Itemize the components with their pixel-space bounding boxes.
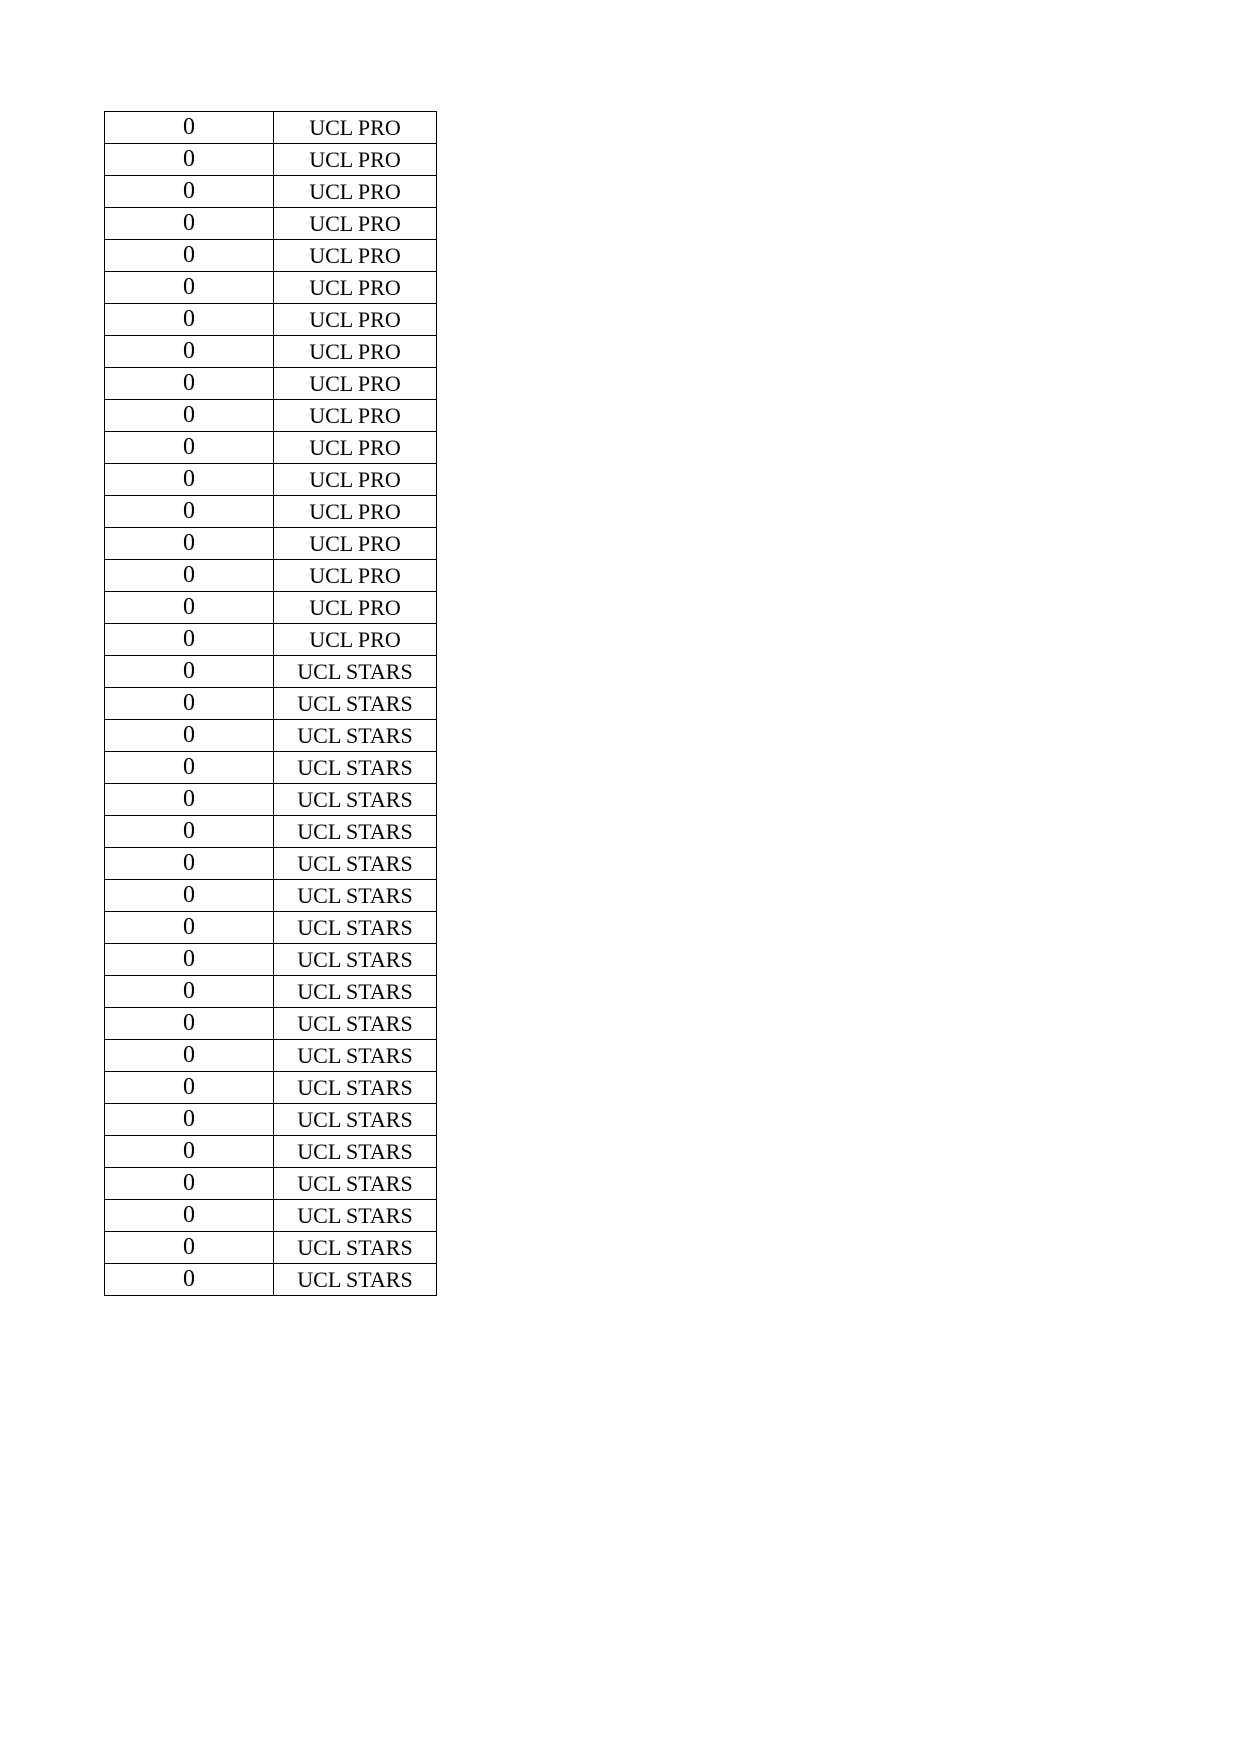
table-row: [105, 560, 437, 592]
label-cell: UCL STARS: [274, 944, 437, 976]
label-cell: UCL STARS: [274, 816, 437, 848]
table-row: [105, 176, 437, 208]
label-cell: UCL PRO: [274, 432, 437, 464]
label-cell: UCL STARS: [274, 1136, 437, 1168]
table-row: [105, 144, 437, 176]
table-row: [105, 944, 437, 976]
label-cell: UCL PRO: [274, 400, 437, 432]
value-cell: 0: [105, 336, 274, 368]
table-row: [105, 1200, 437, 1232]
data-table: [104, 111, 437, 1296]
label-cell: UCL STARS: [274, 880, 437, 912]
table-row: [105, 1072, 437, 1104]
label-cell: UCL PRO: [274, 592, 437, 624]
label-cell: UCL PRO: [274, 336, 437, 368]
label-cell: UCL STARS: [274, 1168, 437, 1200]
label-cell: UCL STARS: [274, 1040, 437, 1072]
label-cell: UCL STARS: [274, 688, 437, 720]
value-cell: 0: [105, 400, 274, 432]
table-row: [105, 336, 437, 368]
table-row: [105, 624, 437, 656]
value-cell: 0: [105, 176, 274, 208]
table-row: [105, 1232, 437, 1264]
label-cell: UCL STARS: [274, 1264, 437, 1296]
label-cell: UCL STARS: [274, 848, 437, 880]
value-cell: 0: [105, 368, 274, 400]
table-row: [105, 496, 437, 528]
value-cell: 0: [105, 560, 274, 592]
label-cell: UCL STARS: [274, 976, 437, 1008]
value-cell: 0: [105, 1264, 274, 1296]
value-cell: 0: [105, 208, 274, 240]
table-row: [105, 400, 437, 432]
table-row: [105, 1168, 437, 1200]
table-row: [105, 112, 437, 144]
value-cell: 0: [105, 1200, 274, 1232]
table-row: [105, 752, 437, 784]
table-row: [105, 784, 437, 816]
label-cell: UCL STARS: [274, 720, 437, 752]
table-row: [105, 848, 437, 880]
value-cell: 0: [105, 848, 274, 880]
table-row: [105, 816, 437, 848]
value-cell: 0: [105, 592, 274, 624]
value-cell: 0: [105, 432, 274, 464]
value-cell: 0: [105, 240, 274, 272]
value-cell: 0: [105, 112, 274, 144]
value-cell: 0: [105, 1040, 274, 1072]
label-cell: UCL STARS: [274, 912, 437, 944]
table-row: [105, 912, 437, 944]
label-cell: UCL PRO: [274, 368, 437, 400]
table-row: [105, 1040, 437, 1072]
table-row: [105, 304, 437, 336]
table-row: [105, 976, 437, 1008]
label-cell: UCL STARS: [274, 752, 437, 784]
value-cell: 0: [105, 304, 274, 336]
label-cell: UCL PRO: [274, 304, 437, 336]
value-cell: 0: [105, 720, 274, 752]
label-cell: UCL STARS: [274, 1072, 437, 1104]
label-cell: UCL PRO: [274, 560, 437, 592]
value-cell: 0: [105, 816, 274, 848]
value-cell: 0: [105, 1008, 274, 1040]
table-row: [105, 208, 437, 240]
table-row: [105, 592, 437, 624]
label-cell: UCL PRO: [274, 272, 437, 304]
value-cell: 0: [105, 656, 274, 688]
value-cell: 0: [105, 1232, 274, 1264]
label-cell: UCL STARS: [274, 1200, 437, 1232]
label-cell: UCL PRO: [274, 208, 437, 240]
value-cell: 0: [105, 1072, 274, 1104]
value-cell: 0: [105, 144, 274, 176]
label-cell: UCL PRO: [274, 624, 437, 656]
label-cell: UCL PRO: [274, 528, 437, 560]
value-cell: 0: [105, 944, 274, 976]
table-row: [105, 720, 437, 752]
value-cell: 0: [105, 464, 274, 496]
table-row: [105, 1264, 437, 1296]
label-cell: UCL STARS: [274, 1008, 437, 1040]
table-row: [105, 240, 437, 272]
label-cell: UCL PRO: [274, 144, 437, 176]
label-cell: UCL STARS: [274, 784, 437, 816]
label-cell: UCL PRO: [274, 240, 437, 272]
table-body: [105, 112, 437, 1296]
table-row: [105, 272, 437, 304]
table-row: [105, 688, 437, 720]
value-cell: 0: [105, 528, 274, 560]
value-cell: 0: [105, 1104, 274, 1136]
label-cell: UCL PRO: [274, 496, 437, 528]
value-cell: 0: [105, 1168, 274, 1200]
value-cell: 0: [105, 880, 274, 912]
value-cell: 0: [105, 752, 274, 784]
label-cell: UCL PRO: [274, 176, 437, 208]
value-cell: 0: [105, 688, 274, 720]
table-row: [105, 368, 437, 400]
value-cell: 0: [105, 976, 274, 1008]
label-cell: UCL STARS: [274, 1104, 437, 1136]
label-cell: UCL PRO: [274, 112, 437, 144]
table-row: [105, 1136, 437, 1168]
table-row: [105, 880, 437, 912]
table-row: [105, 432, 437, 464]
table-row: [105, 528, 437, 560]
table-row: [105, 1104, 437, 1136]
label-cell: UCL PRO: [274, 464, 437, 496]
value-cell: 0: [105, 272, 274, 304]
value-cell: 0: [105, 912, 274, 944]
value-cell: 0: [105, 784, 274, 816]
label-cell: UCL STARS: [274, 1232, 437, 1264]
table-row: [105, 464, 437, 496]
label-cell: UCL STARS: [274, 656, 437, 688]
value-cell: 0: [105, 496, 274, 528]
table-row: [105, 1008, 437, 1040]
value-cell: 0: [105, 624, 274, 656]
table-row: [105, 656, 437, 688]
value-cell: 0: [105, 1136, 274, 1168]
